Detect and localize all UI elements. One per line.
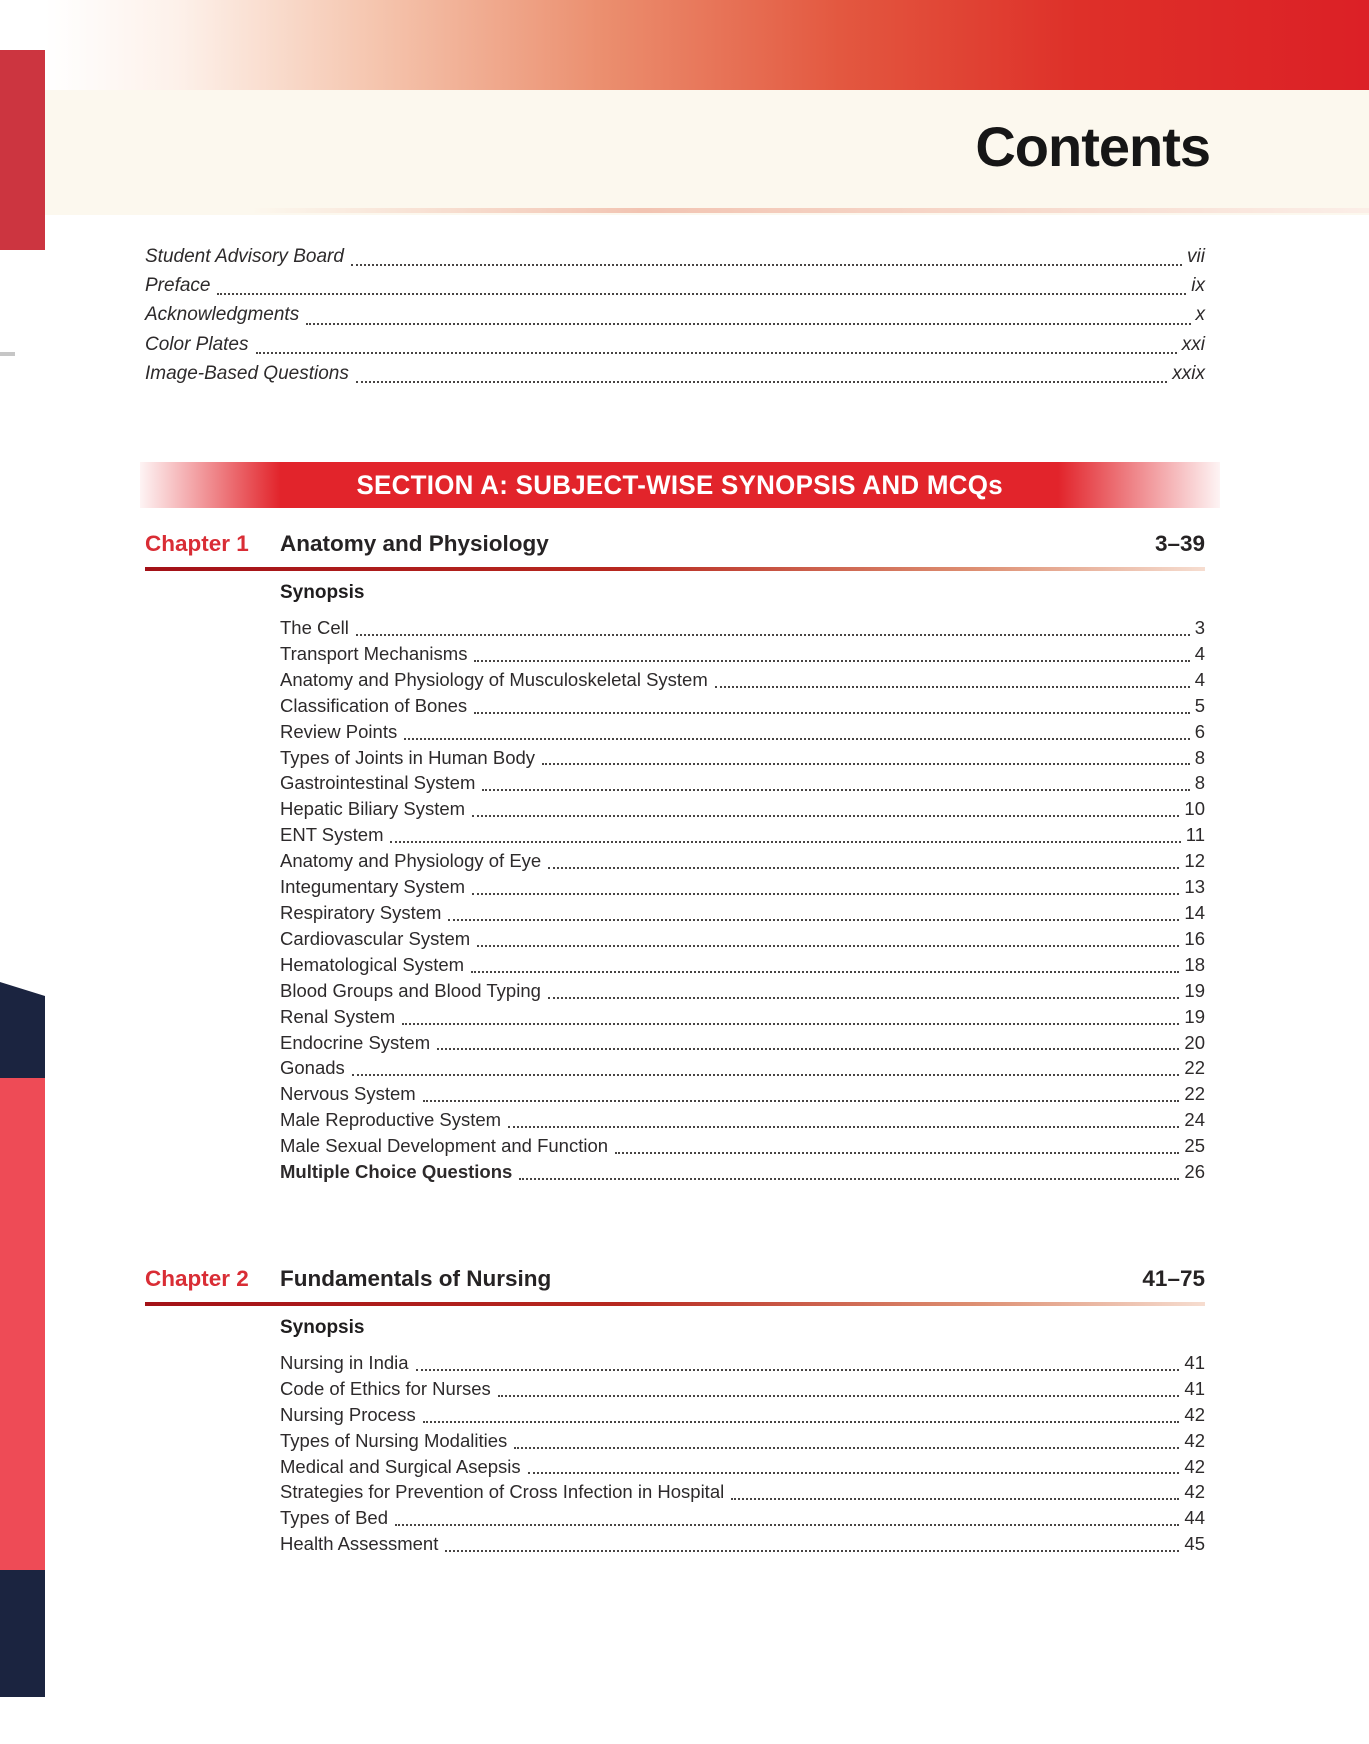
chapter-title: Anatomy and Physiology: [280, 531, 549, 556]
page-number: 6: [1194, 720, 1205, 742]
toc-entry-row[interactable]: [280, 1081, 1205, 1107]
chapter-body: [145, 1318, 1205, 1557]
chapter-entries: [280, 1350, 1205, 1557]
header-title-area: [45, 90, 1369, 215]
dot-leader: [514, 1447, 1179, 1449]
toc-entry-label: Types of Joints in Human Body: [280, 746, 536, 768]
toc-entry-row[interactable]: [280, 667, 1205, 693]
toc-entry-label: Nursing in India: [280, 1351, 409, 1373]
toc-entry-row[interactable]: [280, 745, 1205, 771]
page-number: xxix: [1172, 362, 1205, 384]
toc-entry-label: Hepatic Biliary System: [280, 798, 466, 820]
toc-entry-label: Review Points: [280, 720, 398, 742]
chapter-entries: [280, 615, 1205, 1185]
toc-entry-row[interactable]: [280, 641, 1205, 667]
dot-leader: [548, 997, 1180, 999]
dot-leader: [356, 634, 1190, 636]
chapter-page-range: 3–39: [1154, 531, 1205, 556]
toc-entry-row[interactable]: [280, 1505, 1205, 1531]
toc-entry-label: ENT System: [280, 824, 384, 846]
toc-entry-label: Blood Groups and Blood Typing: [280, 979, 541, 1001]
chapter-divider-line: [145, 567, 1205, 571]
dot-leader: [402, 1023, 1179, 1025]
page-number: 44: [1184, 1507, 1205, 1529]
synopsis-heading: Synopsis: [280, 582, 365, 603]
page-number: vii: [1187, 246, 1205, 267]
toc-entry-row[interactable]: [280, 1133, 1205, 1159]
front-matter-label: Acknowledgments: [145, 304, 300, 326]
toc-entry-row[interactable]: [280, 1004, 1205, 1030]
toc-entry-label: Multiple Choice Questions: [280, 1161, 513, 1183]
dot-leader: [437, 1048, 1179, 1050]
navy-bar-middle: [0, 982, 45, 1080]
page-number: 5: [1194, 694, 1205, 716]
chapter-header[interactable]: [145, 530, 1205, 557]
page-number: 18: [1184, 953, 1205, 975]
front-matter-row[interactable]: [145, 359, 1205, 388]
page-number: 42: [1184, 1481, 1205, 1503]
toc-entry-row[interactable]: [280, 1350, 1205, 1376]
front-matter-list: [145, 242, 1205, 388]
toc-entry-label: Transport Mechanisms: [280, 642, 468, 664]
dot-leader: [423, 1421, 1180, 1423]
toc-entry-row[interactable]: [280, 1159, 1205, 1185]
toc-entry-label: Hematological System: [280, 953, 465, 975]
toc-entry-label: Medical and Surgical Asepsis: [280, 1455, 521, 1477]
page-number: 20: [1184, 1031, 1205, 1053]
dot-leader: [471, 971, 1179, 973]
dot-leader: [731, 1498, 1179, 1500]
page-number: 42: [1184, 1429, 1205, 1451]
toc-entry-label: Gonads: [280, 1057, 345, 1079]
page-title: Contents: [975, 115, 1210, 178]
front-matter-row[interactable]: [145, 300, 1205, 329]
page-number: 26: [1184, 1161, 1205, 1183]
page-number: 41: [1184, 1351, 1205, 1373]
toc-entry-row[interactable]: [280, 770, 1205, 796]
toc-entry-row[interactable]: [280, 615, 1205, 641]
page-number: 22: [1184, 1057, 1205, 1079]
page-number: 19: [1184, 1005, 1205, 1027]
page-number: 10: [1184, 798, 1205, 820]
coral-bar: [0, 1078, 45, 1570]
toc-entry-row[interactable]: [280, 1402, 1205, 1428]
toc-entry-label: Types of Nursing Modalities: [280, 1429, 508, 1451]
toc-entry-label: Cardiovascular System: [280, 927, 471, 949]
toc-entry-row[interactable]: [280, 1030, 1205, 1056]
toc-entry-label: Nervous System: [280, 1083, 416, 1105]
dot-leader: [542, 763, 1190, 765]
toc-entry-label: Respiratory System: [280, 901, 442, 923]
dot-leader: [423, 1100, 1180, 1102]
front-matter-label: Preface: [145, 275, 211, 297]
chapter-title: Fundamentals of Nursing: [280, 1265, 552, 1291]
page-number: 19: [1184, 979, 1205, 1001]
toc-entry-label: Health Assessment: [280, 1533, 439, 1555]
toc-entry-label: Integumentary System: [280, 876, 466, 898]
toc-entry-row[interactable]: [280, 1428, 1205, 1454]
dot-leader: [356, 381, 1167, 383]
toc-entry-label: Anatomy and Physiology of Musculoskeletal System: [280, 668, 708, 690]
dot-leader: [482, 789, 1189, 791]
front-matter-row[interactable]: [145, 330, 1205, 359]
chapter-divider-line: [145, 1302, 1205, 1306]
toc-entry-row[interactable]: [280, 1479, 1205, 1505]
header-gradient-band: [45, 0, 1369, 90]
toc-entry-row[interactable]: [280, 1107, 1205, 1133]
dot-leader: [445, 1550, 1179, 1552]
dot-leader: [615, 1152, 1179, 1154]
dot-leader: [256, 352, 1177, 354]
page-number: 45: [1184, 1533, 1205, 1555]
dot-leader: [472, 815, 1179, 817]
dot-leader: [548, 867, 1179, 869]
front-matter-label: Student Advisory Board: [145, 246, 344, 267]
dot-leader: [352, 1074, 1180, 1076]
dot-leader: [404, 738, 1189, 740]
front-matter-label: Image-Based Questions: [145, 362, 349, 384]
dot-leader: [351, 264, 1182, 266]
toc-entry-label: Anatomy and Physiology of Eye: [280, 850, 542, 872]
section-title: SECTION A: SUBJECT-WISE SYNOPSIS AND MCQs: [356, 469, 1004, 500]
toc-entry-row[interactable]: [280, 796, 1205, 822]
toc-entry-row[interactable]: [280, 848, 1205, 874]
toc-entry-row[interactable]: [280, 978, 1205, 1004]
page-number: 24: [1184, 1109, 1205, 1131]
page-number: 41: [1184, 1377, 1205, 1399]
toc-entry-row[interactable]: [280, 874, 1205, 900]
gray-tick-mark: [0, 352, 15, 356]
page-number: 42: [1184, 1403, 1205, 1425]
chapter-body: [145, 583, 1205, 1185]
synopsis-heading: Synopsis: [280, 1316, 365, 1338]
dot-leader: [715, 686, 1190, 688]
page-number: 22: [1184, 1083, 1205, 1105]
toc-entry-row[interactable]: [280, 693, 1205, 719]
page-number: xxi: [1181, 333, 1205, 355]
toc-entry-label: Male Sexual Development and Function: [280, 1135, 609, 1157]
page-number: ix: [1191, 275, 1205, 297]
chapter-block: [145, 530, 1205, 1185]
section-banner: [140, 462, 1220, 508]
dot-leader: [390, 841, 1180, 843]
dot-leader: [474, 712, 1190, 714]
dot-leader: [416, 1369, 1180, 1371]
chapter-header[interactable]: [145, 1265, 1205, 1292]
page-number: 13: [1184, 876, 1205, 898]
toc-entry-label: Male Reproductive System: [280, 1109, 502, 1131]
page-number: 11: [1185, 824, 1205, 846]
dot-leader: [519, 1178, 1179, 1180]
toc-entry-row[interactable]: [280, 1055, 1205, 1081]
chapter-number: Chapter 1: [145, 531, 249, 556]
chapter-block: [145, 1265, 1205, 1557]
toc-entry-label: Nursing Process: [280, 1403, 416, 1425]
toc-entry-row[interactable]: [280, 1531, 1205, 1557]
toc-entry-label: Types of Bed: [280, 1507, 388, 1529]
page-number: 42: [1184, 1455, 1205, 1477]
page-number: 4: [1194, 668, 1205, 690]
page-number: 16: [1184, 927, 1205, 949]
toc-entry-label: Gastrointestinal System: [280, 772, 476, 794]
page-number: 12: [1184, 850, 1205, 872]
dot-leader: [395, 1524, 1179, 1526]
front-matter-row[interactable]: [145, 271, 1205, 300]
dot-leader: [477, 945, 1179, 947]
chapter-page-range: 41–75: [1142, 1265, 1205, 1291]
page-number: 3: [1194, 617, 1205, 638]
dot-leader: [217, 293, 1186, 295]
dot-leader: [474, 660, 1189, 662]
toc-entry-label: Strategies for Prevention of Cross Infection in Hospital: [280, 1481, 725, 1503]
page-number: 25: [1184, 1135, 1205, 1157]
dot-leader: [528, 1472, 1180, 1474]
toc-entry-label: Endocrine System: [280, 1031, 431, 1053]
toc-entry-label: Renal System: [280, 1005, 396, 1027]
navy-bar-bottom: [0, 1570, 45, 1697]
front-matter-label: Color Plates: [145, 333, 249, 355]
toc-entry-row[interactable]: [280, 926, 1205, 952]
toc-entry-row[interactable]: [280, 1454, 1205, 1480]
front-matter-row[interactable]: [145, 242, 1205, 271]
red-bar-top: [0, 50, 45, 250]
dot-leader: [306, 323, 1190, 325]
page-number: 8: [1194, 746, 1205, 768]
header-divider-line: [250, 208, 1369, 213]
toc-entry-label: Code of Ethics for Nurses: [280, 1377, 491, 1399]
chapter-list: [145, 530, 1205, 1557]
dot-leader: [508, 1126, 1179, 1128]
toc-entry-row[interactable]: [280, 952, 1205, 978]
page-number: 14: [1184, 901, 1205, 923]
toc-entry-row[interactable]: [280, 719, 1205, 745]
toc-entry-label: Classification of Bones: [280, 694, 468, 716]
toc-entry-row[interactable]: [280, 1376, 1205, 1402]
toc-entry-label: The Cell: [280, 617, 349, 638]
dot-leader: [472, 893, 1179, 895]
dot-leader: [498, 1395, 1180, 1397]
page-number: 8: [1194, 772, 1205, 794]
toc-entry-row[interactable]: [280, 900, 1205, 926]
page-number: x: [1195, 304, 1205, 326]
page-number: 4: [1194, 642, 1205, 664]
dot-leader: [448, 919, 1179, 921]
toc-entry-row[interactable]: [280, 822, 1205, 848]
chapter-number: Chapter 2: [145, 1265, 249, 1291]
